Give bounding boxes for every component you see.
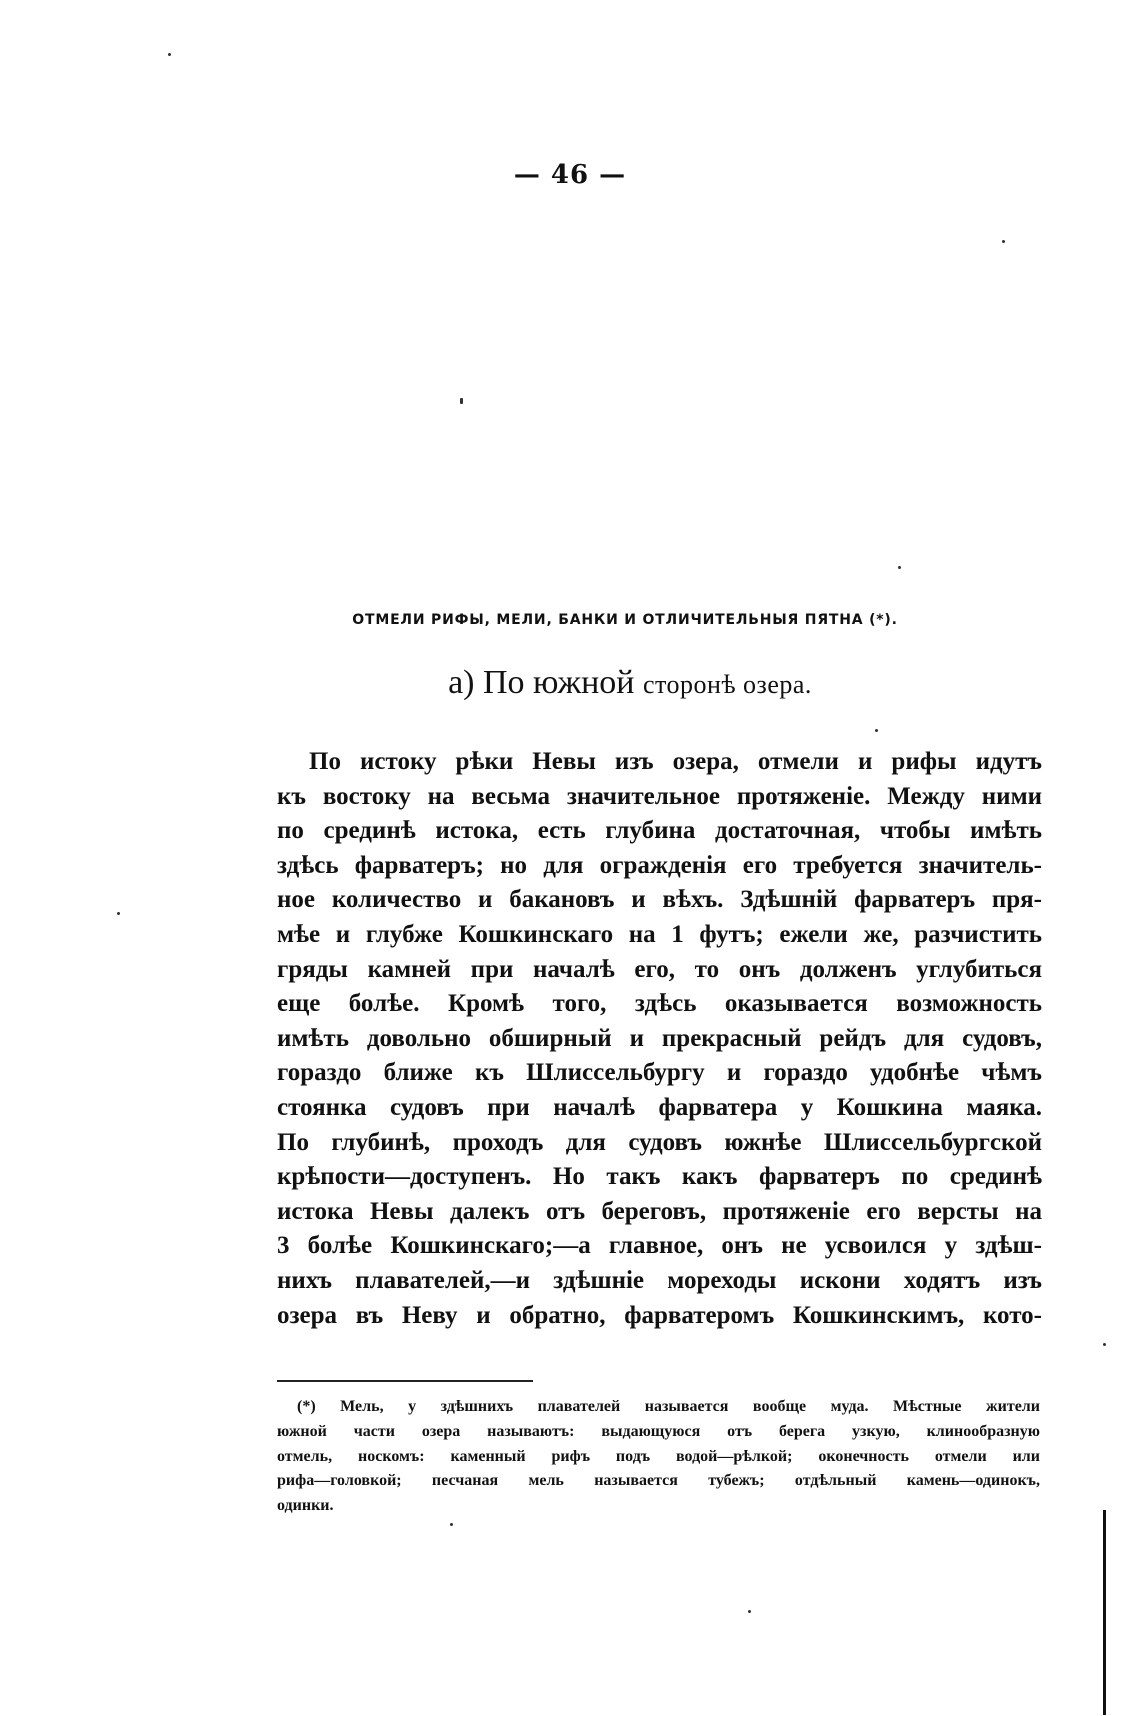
body-line: по срединѣ истока, есть глубина достаточная, чтобы имѣть <box>277 817 1042 845</box>
scan-speck <box>898 566 901 569</box>
body-line: къ востоку на весьма значительное протяженіе. Между ними <box>277 782 1042 810</box>
body-line: озера въ Неву и обратно, фарватеромъ Кошкинскимъ, кото- <box>277 1301 1042 1329</box>
footnote <box>277 1395 1040 1519</box>
body-line: 3 болѣе Кошкинскаго;—а главное, онъ не усвоился у здѣш- <box>277 1232 1042 1260</box>
body-line: здѣсь фарватеръ; но для огражденія его требуется значитель- <box>277 851 1042 879</box>
scan-speck <box>1103 1343 1106 1346</box>
body-line: стоянка судовъ при началѣ фарватера у Кошкина маяка. <box>277 1093 1042 1121</box>
body-line: крѣпости—доступенъ. Но такъ какъ фарватеръ по срединѣ <box>277 1163 1042 1191</box>
subsection-heading <box>300 664 960 702</box>
scan-speck <box>875 729 878 732</box>
body-paragraph <box>277 745 1042 1333</box>
scan-speck <box>1002 240 1005 243</box>
subsection-heading-smallcaps: сторонѣ озера. <box>642 670 812 699</box>
footnote-line: (*) Мель, у здѣшнихъ плавателей называется вообще муда. Мѣстные жители <box>297 1398 1040 1415</box>
body-line: мѣе и глубже Кошкинскаго на 1 футъ; ежели же, разчистить <box>277 920 1042 948</box>
scan-edge-line <box>1103 1510 1106 1715</box>
body-line: еще болѣе. Кромѣ того, здѣсь оказывается возможность <box>277 990 1042 1018</box>
body-line: нихъ плавателей,—и здѣшніе мореходы искони ходятъ изъ <box>277 1266 1042 1294</box>
page-number: — 46 — <box>513 160 627 190</box>
body-line: гряды камней при началѣ его, то онъ долженъ углубиться <box>277 955 1042 983</box>
body-line: По глубинѣ, проходъ для судовъ южнѣе Шлиссельбургской <box>277 1128 1042 1156</box>
footnote-line: южной части озера называютъ: выдающуюся отъ берега узкую, клинообразную <box>277 1422 1040 1440</box>
subsection-heading-prefix: а) По южной <box>448 664 635 701</box>
body-line: гораздо ближе къ Шлиссельбургу и гораздо удобнѣе чѣмъ <box>277 1059 1042 1087</box>
footnote-divider <box>277 1380 533 1382</box>
body-line: По истоку рѣки Невы изъ озера, отмели и рифы идутъ <box>309 748 1042 775</box>
footnote-line: отмель, носкомъ: каменный рифъ подъ водой—рѣлкой; оконечность отмели или <box>277 1447 1040 1465</box>
scan-speck <box>168 53 171 56</box>
footnote-line: рифа—головкой; песчаная мель называется тубежъ; отдѣльный камень—одинокъ, <box>277 1472 1040 1490</box>
scan-speck <box>748 1610 751 1613</box>
body-line: ное количество и бакановъ и вѣхъ. Здѣшній фарватеръ пря- <box>277 886 1042 914</box>
body-line: истока Невы далекъ отъ береговъ, протяженіе его версты на <box>277 1197 1042 1225</box>
section-heading: ОТМЕЛИ РИФЫ, МЕЛИ, БАНКИ И ОТЛИЧИТЕЛЬНЫЯ ПЯТНА (*). <box>352 612 898 628</box>
body-line: имѣть довольно обширный и прекрасный рейдъ для судовъ, <box>277 1024 1042 1052</box>
footnote-line: одинки. <box>277 1497 334 1515</box>
scan-speck <box>450 1523 453 1526</box>
scan-speck <box>460 398 463 404</box>
scan-speck <box>117 912 120 915</box>
